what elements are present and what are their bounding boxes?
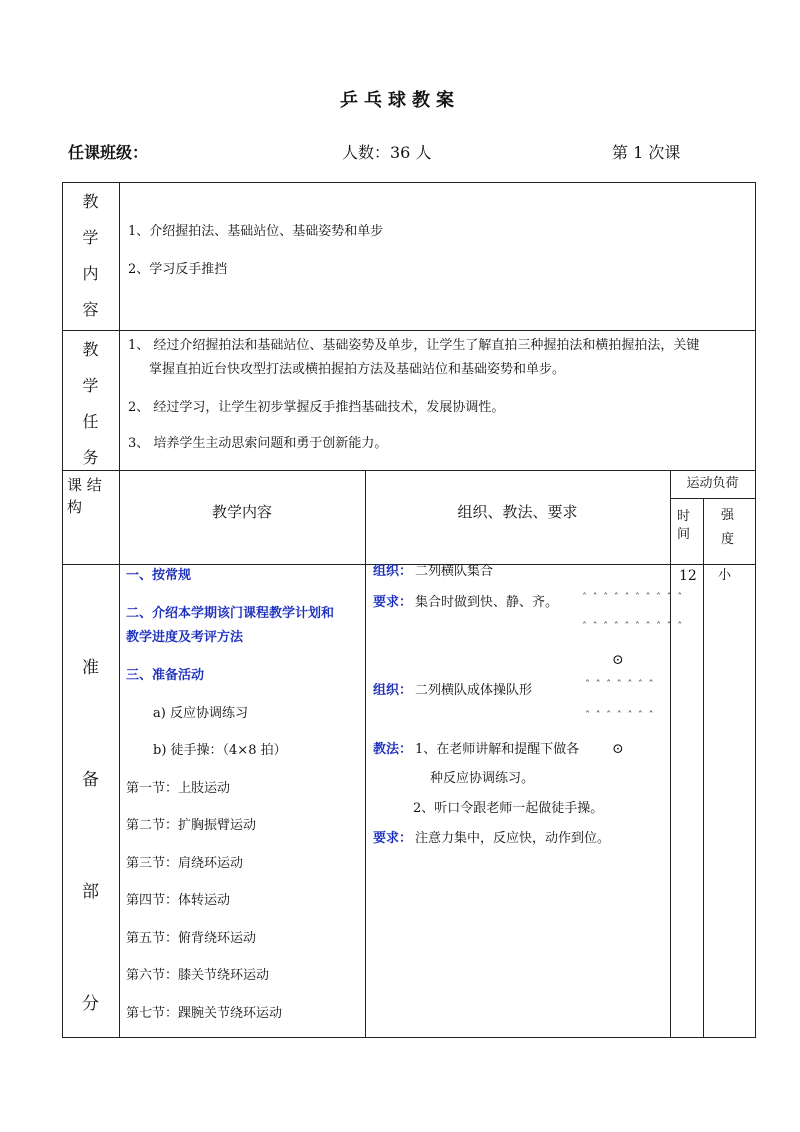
req-label: 要求： xyxy=(373,595,413,610)
formation-row: ˆ ˆ ˆ ˆ ˆ ˆ ˆ ˆ ˆ ˆ xyxy=(582,622,684,633)
org-text-2: 二列横队成体操队形 xyxy=(415,683,533,698)
document-title: 乒乓球教案 xyxy=(340,90,460,111)
exercise-section: 第六节：膝关节绕环运动 xyxy=(126,968,270,983)
prep-activity-b: b) 徒手操：（4×8 拍） xyxy=(153,743,287,758)
structure-header: 课 结 构 xyxy=(67,476,102,516)
teacher-position-icon: ⊙ xyxy=(612,652,624,668)
load-subheader-divider xyxy=(670,498,755,499)
label-char: 准 xyxy=(82,658,99,678)
row-divider-2 xyxy=(62,470,755,471)
label-char: 分 xyxy=(82,994,99,1014)
prep-time: 12 xyxy=(679,568,697,584)
org-label: 组织： xyxy=(373,683,413,698)
teacher-position-icon: ⊙ xyxy=(612,741,624,757)
student-count: 人数：36 人 xyxy=(342,143,432,162)
label-char: 教 xyxy=(82,340,99,359)
row-divider-1 xyxy=(62,330,755,331)
intensity-header: 强度 xyxy=(721,508,735,547)
formation-row: ˆ ˆ ˆ ˆ ˆ ˆ ˆ ˆ ˆ ˆ xyxy=(582,593,684,604)
label-char: 容 xyxy=(82,300,99,319)
teaching-content-item: 1、介绍握拍法、基础站位、基础姿势和单步 xyxy=(128,224,384,239)
label-char: 部 xyxy=(82,882,99,902)
table-border-bottom xyxy=(62,1037,755,1038)
teaching-content-label xyxy=(62,184,119,328)
prep-intensity: 小 xyxy=(718,568,732,583)
req-text-2: 注意力集中，反应快，动作到位。 xyxy=(415,831,611,846)
formation-row: ˆ ˆ ˆ ˆ ˆ ˆ ˆ xyxy=(585,680,655,691)
label-char: 教 xyxy=(82,192,99,211)
content-header: 教学内容 xyxy=(211,503,272,521)
exercise-section: 第七节：踝腕关节绕环运动 xyxy=(126,1006,283,1021)
task-item-2: 2、 经过学习，让学生初步掌握反手推挡基础技术，发展协调性。 xyxy=(128,400,505,415)
label-char: 学 xyxy=(82,376,99,395)
method-header: 组织、教法、要求 xyxy=(457,503,578,521)
label-char: 备 xyxy=(82,770,99,790)
org-text-1: 二列横队集合 xyxy=(415,564,494,579)
exercise-section: 第二节：扩胸振臂运动 xyxy=(126,818,257,833)
table-border-right xyxy=(755,182,756,1038)
exercise-section: 第四节：体转运动 xyxy=(126,893,231,908)
label-char: 务 xyxy=(82,448,99,467)
task-item-3: 3、 培养学生主动思索问题和勇于创新能力。 xyxy=(128,436,388,451)
exercise-section: 第五节：俯背绕环运动 xyxy=(126,931,257,946)
label-char: 学 xyxy=(82,228,99,247)
method-column-divider xyxy=(670,470,671,1038)
teach-text-2: 2、听口令跟老师一起做徒手操。 xyxy=(413,801,604,816)
label-column-divider xyxy=(119,182,120,1038)
formation-row: ˆ ˆ ˆ ˆ ˆ ˆ ˆ xyxy=(585,711,655,722)
label-char: 任 xyxy=(82,412,99,431)
org-label: 组织： xyxy=(373,564,413,579)
time-header: 时间 xyxy=(677,509,691,542)
label-char: 内 xyxy=(82,264,99,283)
teach-label: 教法： xyxy=(373,742,413,757)
prep-step-2: 二、介绍本学期该门课程教学计划和 xyxy=(126,606,335,621)
load-header: 运动负荷 xyxy=(686,476,739,491)
lesson-number: 第 1 次课 xyxy=(612,143,681,162)
teaching-content-item: 2、学习反手推挡 xyxy=(128,262,228,277)
task-item-1-cont: 掌握直拍近台快攻型打法或横拍握拍方法及基础站位和基础姿势和单步。 xyxy=(149,362,566,377)
task-item-1: 1、 经过介绍握拍法和基础站位、基础姿势及单步，让学生了解直拍三种握拍法和横拍握拍法，关键 xyxy=(128,338,700,353)
prep-step-2-cont: 教学进度及考评方法 xyxy=(126,630,244,645)
prep-section-label xyxy=(62,612,119,1060)
class-label: 任课班级： xyxy=(68,143,149,162)
prep-step-3: 三、准备活动 xyxy=(126,668,205,683)
time-column-divider xyxy=(703,498,704,1038)
teaching-tasks-label xyxy=(62,332,119,476)
exercise-section: 第三节：肩绕环运动 xyxy=(126,856,244,871)
table-border-top xyxy=(62,182,755,183)
req-label: 要求： xyxy=(373,831,413,846)
teach-text-1-cont: 种反应协调练习。 xyxy=(430,771,535,786)
prep-activity-a: a) 反应协调练习 xyxy=(153,706,248,721)
prep-step-1: 一、按常规 xyxy=(126,568,192,583)
exercise-section: 第一节：上肢运动 xyxy=(126,781,231,796)
req-text-1: 集合时做到快、静、齐。 xyxy=(415,595,559,610)
content-column-divider xyxy=(365,470,366,1038)
teach-text-1: 1、在老师讲解和提醒下做各 xyxy=(415,742,580,757)
